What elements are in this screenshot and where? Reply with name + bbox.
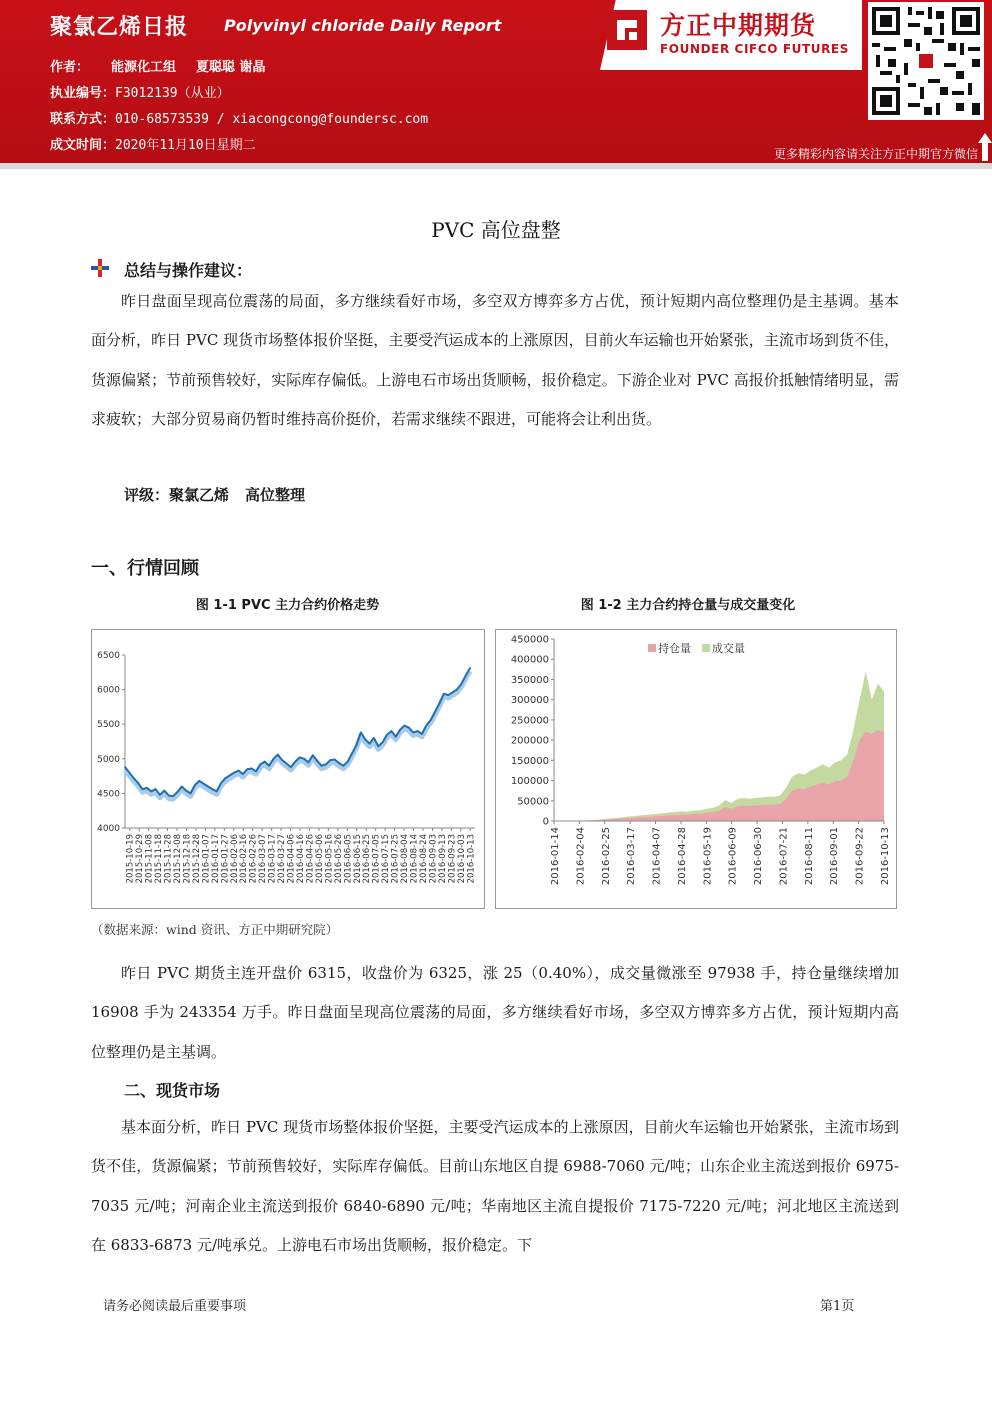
footer-notice: 请务必阅读最后重要事项 [103,1299,247,1314]
x-tick-label: 2016-09-13 [437,834,448,884]
x-tick-label: 2016-08-24 [418,834,429,884]
x-tick-label: 2016-02-26 [248,834,259,884]
price-point [425,725,427,727]
x-tick-label: 2016-07-25 [390,834,401,884]
price-point [290,766,292,768]
price-point [255,770,257,772]
x-tick-label: 2016-01-27 [220,834,231,884]
price-point [373,737,375,739]
x-tick-label: 2016-09-22 [854,827,866,886]
price-point [460,683,462,685]
price-point [434,711,436,713]
y-tick-label: 100000 [510,776,549,788]
price-point [194,784,196,786]
price-point [229,775,231,777]
price-point [146,787,148,789]
price-point [142,788,144,790]
price-point [185,790,187,792]
x-tick-label: 2016-03-07 [258,834,269,884]
x-tick-label: 2016-10-03 [456,834,467,884]
contact-row [50,108,428,127]
y-tick-label: 450000 [510,634,549,646]
price-point [203,783,205,785]
y-tick-label: 5500 [97,720,120,731]
x-tick-label: 2016-07-05 [371,834,382,884]
price-point [211,788,213,790]
license-value: F3012139（从业） [115,86,230,101]
x-tick-label: 2016-10-13 [880,827,891,886]
price-point [364,739,366,741]
price-point [233,772,235,774]
legend-label-open-interest: 持仓量 [658,642,691,655]
price-point [137,782,139,784]
x-tick-label: 2016-01-07 [201,834,212,884]
x-tick-label: 2015-10-19 [125,834,136,884]
x-tick-label: 2015-12-08 [173,834,184,884]
price-point [377,745,379,747]
x-tick-label: 2016-05-16 [324,834,335,884]
y-tick-label: 6000 [97,685,120,696]
x-tick-label: 2016-02-25 [600,827,612,886]
data-source-note: （数据来源：wind 资讯、方正中期研究院） [91,922,339,937]
rating-label: 评级：聚氯乙烯 [124,486,230,504]
price-point [246,768,248,770]
price-point [391,730,393,732]
x-tick-label: 2016-06-15 [352,834,363,884]
price-point [395,736,397,738]
report-header [0,0,992,163]
y-tick-label: 4500 [97,789,120,800]
price-point [129,772,131,774]
price-point [294,761,296,763]
report-title-cn: 聚氯乙烯日报 [50,15,189,40]
document-title: PVC 高位盘整 [431,218,561,242]
author-label: 作者： [50,60,90,75]
x-tick-label: 2016-04-28 [676,827,688,886]
price-point [155,788,157,790]
price-point [286,763,288,765]
follow-wechat-text[interactable]: 更多精彩内容请关注方正中期官方微信 [773,147,978,161]
x-tick-label: 2016-09-01 [829,827,841,886]
author-row [50,56,266,75]
price-point [465,675,467,677]
x-tick-label: 2016-09-03 [428,834,439,884]
author-group: 能源化工组 [111,60,177,75]
y-tick-label: 400000 [510,654,549,666]
y-tick-label: 200000 [510,735,549,747]
price-point [163,790,165,792]
contact-label: 联系方式： [50,112,116,127]
contact-value[interactable]: 010-68573539 / xiacongcong@foundersc.com [115,112,429,127]
x-tick-label: 2016-06-25 [362,834,373,884]
x-tick-label: 2016-03-17 [626,827,638,886]
x-tick-label: 2016-10-13 [466,834,477,884]
qr-code-icon[interactable] [868,2,984,120]
price-point [417,730,419,732]
price-point [316,760,318,762]
price-point [430,719,432,721]
price-point [312,754,314,756]
x-tick-label: 2015-11-08 [144,834,155,884]
price-point [238,770,240,772]
price-point [299,757,301,759]
rating-line [124,484,305,505]
price-point [198,780,200,782]
section-bullet-icon [91,259,109,277]
price-point [133,777,135,779]
arrow-up-icon [978,133,992,161]
date-label: 成文时间： [50,138,116,153]
x-tick-label: 2015-11-18 [154,834,165,884]
y-tick-label: 300000 [510,695,549,707]
price-point [260,763,262,765]
price-point [439,703,441,705]
price-point [408,727,410,729]
price-point [421,733,423,735]
y-tick-label: 250000 [510,715,549,727]
price-point [303,758,305,760]
price-point [351,752,353,754]
price-point [399,729,401,731]
x-tick-label: 2016-06-09 [727,827,739,886]
x-tick-label: 2016-05-06 [314,834,325,884]
price-point [150,790,152,792]
y-tick-label: 5000 [97,754,120,765]
price-point [220,782,222,784]
y-tick-label: 350000 [510,674,549,686]
summary-heading: 总结与操作建议： [124,261,253,280]
rating-value: 高位整理 [245,486,306,504]
founder-logo-icon [605,8,649,52]
price-point [225,777,227,779]
price-point [168,795,170,797]
price-point [321,765,323,767]
price-point [329,759,331,761]
price-point [159,794,161,796]
x-tick-label: 2016-03-27 [277,834,288,884]
price-point [356,744,358,746]
header-divider [0,163,992,169]
x-tick-label: 2016-03-17 [267,834,278,884]
price-point [469,667,471,669]
section2-paragraph: 基本面分析，昨日 PVC 现货市场整体报价坚挺，主要受汽运成本的上涨原因，目前火车运输也开始紧张，主流市场到货不佳，货源偏紧；节前预售较好，实际库存偏低。目前山东地区自提 6988-7060 元/吨；山东企业主流送到报价 6975-7035 元/吨；河南企业主流送到报价 6840-6890 元/吨；华南地区主流自提报价 7175-7220 元/吨；河北地区主流送到在 6833-6873 元/吨承兑。上游电石市场出货顺畅，报价稳定。下 [91,1118,899,1255]
y-tick-label: 50000 [517,796,549,808]
x-tick-label: 2016-06-05 [343,834,354,884]
y-tick-label: 150000 [510,755,549,767]
price-point [124,766,126,768]
volume-chart-frame [495,629,897,909]
price-point [242,773,244,775]
legend-swatch-open-interest [648,644,656,652]
legend-label-volume: 成交量 [712,642,745,655]
price-point [456,689,458,691]
logo-text-cn: 方正中期期货 [660,11,817,40]
price-point [190,793,192,795]
x-tick-label: 2016-01-14 [550,827,561,886]
license-label: 执业编号： [50,86,116,101]
x-tick-label: 2016-04-06 [286,834,297,884]
author-names: 夏聪聪 谢晶 [196,60,266,75]
price-point [369,743,371,745]
price-chart-frame [91,629,485,909]
x-tick-label: 2015-12-28 [191,834,202,884]
price-point [277,754,279,756]
price-point [382,741,384,743]
x-tick-label: 2016-07-15 [381,834,392,884]
x-tick-label: 2016-05-19 [702,827,714,886]
price-point [268,765,270,767]
section2-heading: 二、现货市场 [124,1081,221,1100]
price-line [125,668,470,796]
x-tick-label: 2015-11-28 [163,834,174,884]
x-tick-label: 2016-06-30 [753,827,765,886]
price-point [343,765,345,767]
x-tick-label: 2016-02-04 [575,827,587,886]
page-number: 第1页 [820,1299,855,1314]
x-tick-label: 2016-08-14 [409,834,420,884]
x-tick-label: 2016-01-17 [210,834,221,884]
price-point [404,725,406,727]
price-point [447,694,449,696]
summary-paragraph: 昨日盘面呈现高位震荡的局面，多方继续看好市场，多空双方博弈多方占优，预计短期内高位整理仍是主基调。基本面分析，昨日 PVC 现货市场整体报价坚挺，主要受汽运成本的上涨原因，目前火车运输也开始紧张，主流市场到货不佳，货源偏紧；节前预售较好，实际库存偏低。上游电石市场出货顺畅，报价稳定。下游企业对 PVC 高报价抵触情绪明显，需求疲软；大部分贸易商仍暂时维持高价挺价，若需求继续不跟进，可能将会让利出货。 [91,292,899,429]
legend-swatch-volume [702,644,710,652]
price-line-shadow [125,671,470,799]
price-point [443,693,445,695]
y-tick-label: 6500 [97,651,120,661]
y-tick-label: 0 [542,816,549,828]
price-point [264,761,266,763]
price-point [412,732,414,734]
x-tick-label: 2016-04-16 [296,834,306,884]
section1-paragraph: 昨日 PVC 期货主连开盘价 6315，收盘价为 6325，涨 25（0.40%），成交量微涨至 97938 手，持仓量继续增加 16908 手为 243354 万手。昨日盘面呈现高位震荡的局面，多方继续看好市场，多空双方博弈多方占优，预计短期内高位整理仍是主基调。 [91,964,899,1061]
price-point [360,732,362,734]
x-tick-label: 2016-05-26 [333,834,344,884]
price-point [207,786,209,788]
price-point [216,790,218,792]
price-point [172,795,174,797]
date-row [50,134,256,153]
price-point [334,759,336,761]
section1-heading: 一、行情回顾 [91,558,199,579]
x-tick-label: 2016-09-23 [447,834,458,884]
price-point [281,759,283,761]
position-volume-area-chart [496,630,896,908]
price-point [181,786,183,788]
x-tick-label: 2016-02-16 [239,834,250,884]
y-tick-label: 4000 [97,824,120,834]
x-tick-label: 2015-12-18 [182,834,193,884]
x-tick-label: 2015-10-29 [135,834,146,884]
price-point [338,762,340,764]
report-title-en: Polyvinyl chloride Daily Report [224,16,502,35]
price-point [251,768,253,770]
x-tick-label: 2016-07-21 [778,827,790,886]
price-point [325,763,327,765]
logo-text-en: FOUNDER CIFCO FUTURES [660,42,849,56]
license-row [50,82,230,101]
x-tick-label: 2016-02-06 [229,834,240,884]
price-point [452,692,454,694]
x-tick-label: 2016-08-11 [803,827,815,886]
price-point [177,791,179,793]
price-point [308,761,310,763]
x-tick-label: 2016-04-26 [305,834,316,884]
date-value: 2020年11月10日星期二 [115,138,256,153]
x-tick-label: 2016-08-04 [400,834,411,884]
price-point [347,761,349,763]
price-point [273,758,275,760]
x-tick-label: 2016-04-07 [651,827,663,886]
fig1-caption: 图 1-1 PVC 主力合约价格走势 [195,598,380,613]
price-line-chart [92,630,484,908]
price-point [386,734,388,736]
fig2-caption: 图 1-2 主力合约持仓量与成交量变化 [580,598,796,613]
